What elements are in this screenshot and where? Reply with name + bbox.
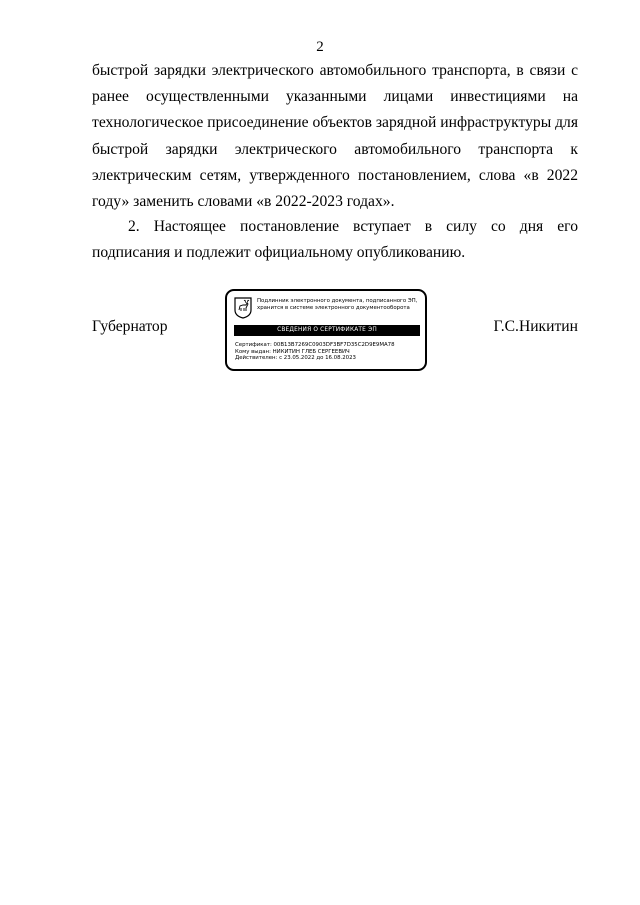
stamp-header — [257, 298, 423, 311]
signer-position: Губернатор — [92, 318, 168, 335]
signer-name: Г.С.Никитин — [493, 318, 578, 335]
body-paragraph-2: 2. Настоящее постановление вступает в силу со дня его подписания и подлежит официальному опубликованию. — [92, 218, 578, 262]
stamp-certificate-band: СВЕДЕНИЯ О СЕРТИФИКАТЕ ЭП — [234, 325, 420, 336]
electronic-signature-stamp — [225, 289, 427, 371]
stamp-certificate-number: Сертификат: 00B13B7269C0903DF3BF7D35C2D9E9MA78 — [235, 342, 395, 348]
deer-emblem-icon — [234, 297, 252, 319]
stamp-details — [235, 342, 421, 362]
page-number: 2 — [316, 39, 324, 55]
stamp-valid-period: Действителен: с 23.05.2022 до 16.08.2023 — [235, 355, 356, 362]
body-paragraph-1: быстрой зарядки электрического автомобильного транспорта, в связи с ранее осуществленными указанными лицами инвестициями на технологическое присоединение объектов зарядной инфраструктуры для быстрой зарядки электрического автомобильного транспорта к электрическим сетям, утвержденного постановлением, слова «в 2022 году» заменить словами «в 2022-2023 годах». — [92, 62, 578, 211]
stamp-header-line-2: хранится в системе электронного документооборота — [257, 304, 410, 311]
body-paragraph-2-block — [92, 214, 578, 266]
stamp-issued-to: Кому выдан: НИКИТИН ГЛЕБ СЕРГЕЕВИЧ — [235, 348, 350, 355]
body-paragraph-1-block — [92, 58, 578, 215]
stamp-header-line-1: Подлинник электронного документа, подписанного ЭП, — [257, 298, 418, 304]
